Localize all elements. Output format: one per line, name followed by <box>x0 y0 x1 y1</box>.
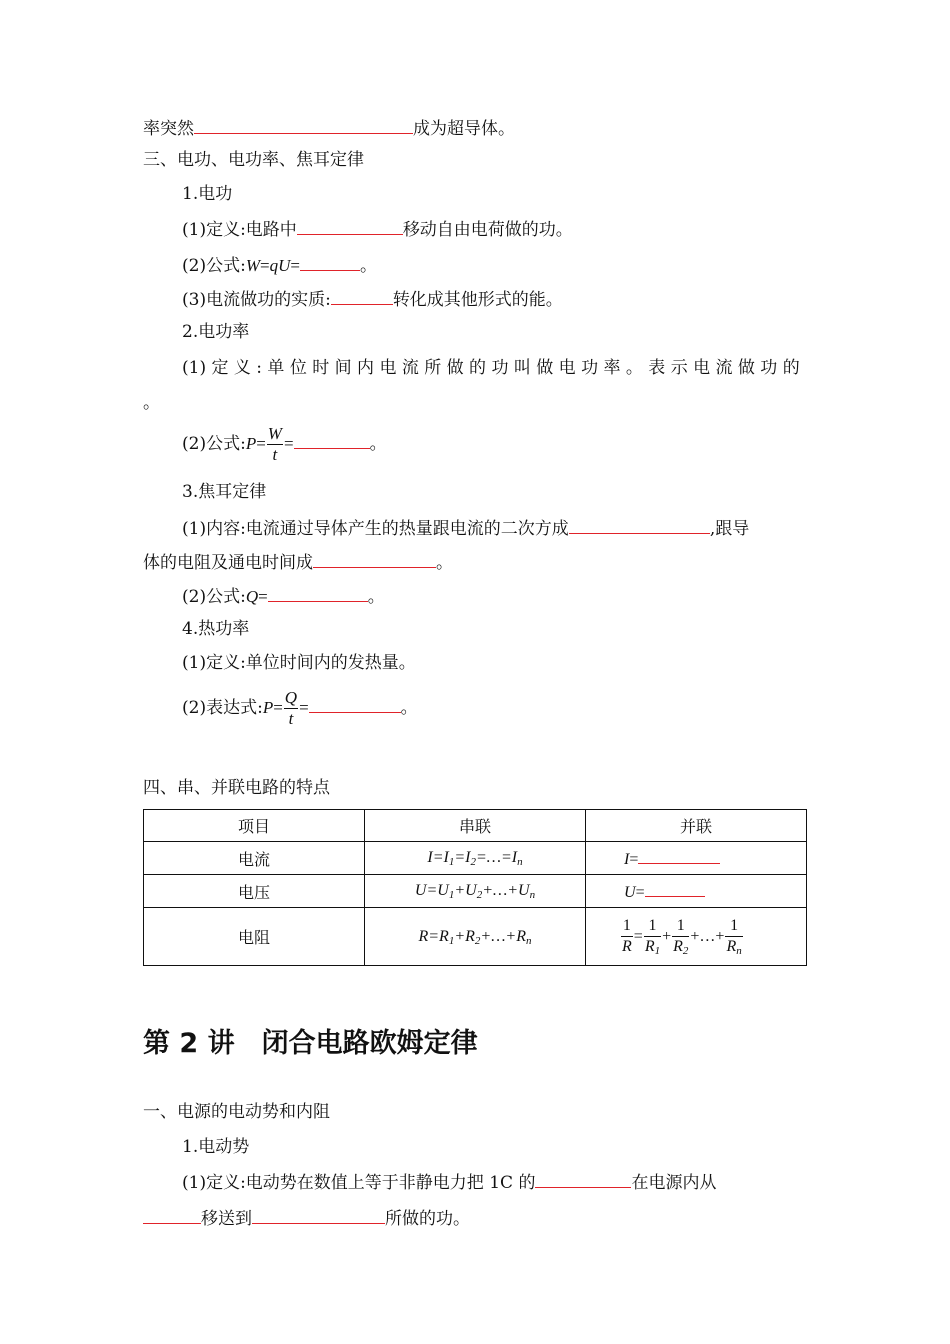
blank-emf-from[interactable] <box>143 1205 201 1224</box>
blank-heat-power-formula[interactable] <box>309 694 401 713</box>
fraction-q-over-t: $\frac{Q}{t}$ <box>284 688 298 728</box>
line-heat-power-formula: (2)表达式:P= $\frac{Q}{t}$ = 。 <box>182 688 418 728</box>
line-joule-content: (1)内容:电流通过导体产生的热量跟电流的二次方成 ,跟导 <box>182 515 749 541</box>
blank-joule-resistance[interactable] <box>313 549 436 568</box>
line-work-formula: (2)公式:W=qU= 。 <box>182 252 377 278</box>
section-heading-4: 四、串、并联电路的特点 <box>143 778 330 798</box>
line-joule-formula: (2)公式:Q= 。 <box>182 583 385 609</box>
parallel-voltage-cell: U= <box>586 875 807 908</box>
subheading-emf: 1.电动势 <box>182 1137 250 1157</box>
row-item-voltage: 电压 <box>144 875 365 908</box>
blank-work-essence[interactable] <box>331 286 393 305</box>
line-power-definition: (1) 定 义 : 单 位 时 间 内 电 流 所 做 的 功 叫 做 电 功 率 。 表 示 电 流 做 功 的 <box>182 358 800 378</box>
row-item-current: 电流 <box>144 842 365 875</box>
parallel-resistance-formula: $\frac{1}{R}$ = $\frac{1}{R_1}$ + $\frac{1}{R_2}$ +…+ $\frac{1}{R_n}$ <box>586 908 807 966</box>
line-heat-power-definition: (1)定义:单位时间内的发热量。 <box>182 653 416 673</box>
table-row <box>144 875 807 908</box>
line-emf-definition: (1)定义:电动势在数值上等于非静电力把 1C 的 在电源内从 <box>182 1169 716 1195</box>
blank-work-definition[interactable] <box>297 216 403 235</box>
table-row <box>144 842 807 875</box>
line-power-definition-cont: 。 <box>143 393 160 413</box>
section-heading-1: 一、电源的电动势和内阻 <box>143 1102 330 1122</box>
series-current-formula: $I=I_1=I_2=\dots=I_n$ <box>365 842 586 875</box>
parallel-current-cell: I= <box>586 842 807 875</box>
subheading-electric-work: 1.电功 <box>182 184 233 204</box>
blank-power-formula[interactable] <box>294 430 370 449</box>
blank-joule-current[interactable] <box>569 515 710 534</box>
line-work-definition: (1)定义:电路中 移动自由电荷做的功。 <box>182 216 573 242</box>
series-voltage-formula: $U=U_1+U_2+\dots+U_n$ <box>365 875 586 908</box>
subheading-joule-law: 3.焦耳定律 <box>182 482 267 502</box>
series-resistance-formula: $R=R_1+R_2+\dots+R_n$ <box>365 908 586 966</box>
blank-parallel-current[interactable] <box>638 847 720 864</box>
circuit-comparison-table <box>143 809 807 966</box>
blank-critical-temp[interactable] <box>194 115 413 134</box>
blank-emf-to[interactable] <box>252 1205 385 1224</box>
blank-work-formula[interactable] <box>300 252 360 271</box>
line-emf-definition-cont: 移送到 所做的功。 <box>143 1205 470 1231</box>
fraction-w-over-t: $\frac{W}{t}$ <box>267 424 282 464</box>
lecture-title: 第 2 讲 闭合电路欧姆定律 <box>143 1028 478 1059</box>
blank-joule-formula[interactable] <box>268 583 368 602</box>
line-superconductor: 率突然 成为超导体。 <box>143 115 515 141</box>
header-series: 串联 <box>365 810 586 842</box>
line-joule-content-cont: 体的电阻及通电时间成 。 <box>143 549 453 575</box>
subheading-electric-power: 2.电功率 <box>182 322 250 342</box>
row-item-resistance: 电阻 <box>144 908 365 966</box>
line-power-formula: (2)公式:P= $\frac{W}{t}$ = 。 <box>182 424 387 464</box>
blank-parallel-voltage[interactable] <box>645 880 705 897</box>
header-item: 项目 <box>144 810 365 842</box>
table-row <box>144 908 807 966</box>
blank-emf-charge[interactable] <box>535 1169 631 1188</box>
subheading-heat-power: 4.热功率 <box>182 619 250 639</box>
table-header-row <box>144 810 807 842</box>
header-parallel: 并联 <box>586 810 807 842</box>
line-work-essence: (3)电流做功的实质: 转化成其他形式的能。 <box>182 286 563 312</box>
section-heading-3: 三、电功、电功率、焦耳定律 <box>143 150 364 170</box>
